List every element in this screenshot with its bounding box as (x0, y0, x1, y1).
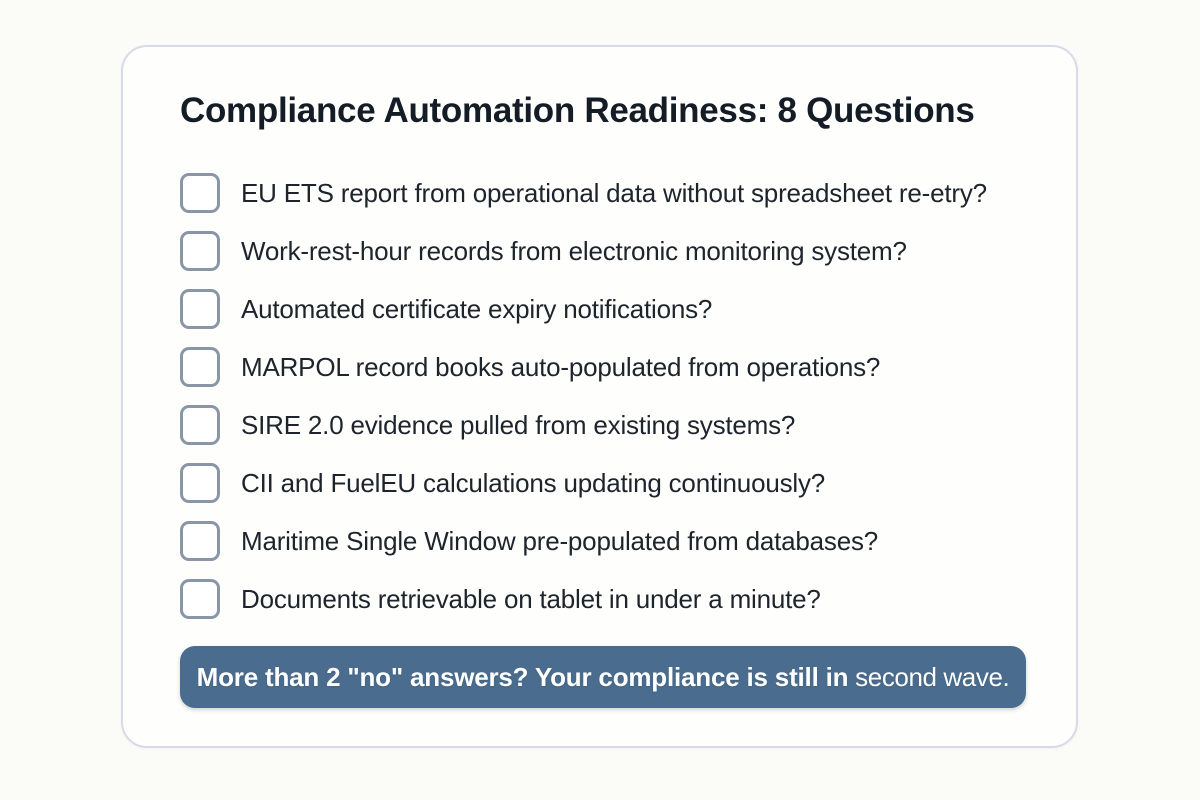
checklist-row (180, 173, 1019, 213)
page-title: Compliance Automation Readiness: 8 Questions (180, 91, 975, 130)
checkbox-marpol-record-books[interactable] (180, 347, 220, 387)
checkbox-work-rest-hour[interactable] (180, 231, 220, 271)
checklist-item-label: MARPOL record books auto-populated from operations? (241, 351, 881, 382)
checklist-item-label: Maritime Single Window pre-populated from databases? (241, 525, 879, 556)
checkbox-maritime-single-window[interactable] (180, 521, 220, 561)
checklist-row (180, 347, 1019, 387)
readiness-checklist (180, 173, 1019, 619)
checkbox-cii-fueleu[interactable] (180, 463, 220, 503)
checklist-item-label: Automated certificate expiry notifications? (241, 293, 713, 324)
banner-text-regular: second wave. (848, 661, 1010, 692)
checklist-row (180, 289, 1019, 329)
checkbox-sire-evidence[interactable] (180, 405, 220, 445)
checklist-item-label: Work-rest-hour records from electronic monitoring system? (241, 235, 907, 266)
banner-text (197, 662, 1010, 693)
checklist-row (180, 231, 1019, 271)
checkbox-certificate-expiry[interactable] (180, 289, 220, 329)
checklist-row (180, 405, 1019, 445)
checklist-row (180, 579, 1019, 619)
checkbox-eu-ets[interactable] (180, 173, 220, 213)
result-callout-banner (180, 646, 1026, 708)
checklist-row (180, 463, 1019, 503)
checklist-item-label: Documents retrievable on tablet in under a minute? (241, 583, 821, 614)
banner-text-bold: More than 2 "no" answers? Your compliance is still in (196, 661, 849, 692)
checklist-row (180, 521, 1019, 561)
checklist-item-label: CII and FuelEU calculations updating continuously? (241, 467, 826, 498)
checklist-item-label: SIRE 2.0 evidence pulled from existing systems? (241, 409, 796, 440)
checklist-item-label: EU ETS report from operational data without spreadsheet re-etry? (241, 177, 987, 208)
checkbox-documents-tablet[interactable] (180, 579, 220, 619)
compliance-readiness-card (121, 45, 1078, 748)
